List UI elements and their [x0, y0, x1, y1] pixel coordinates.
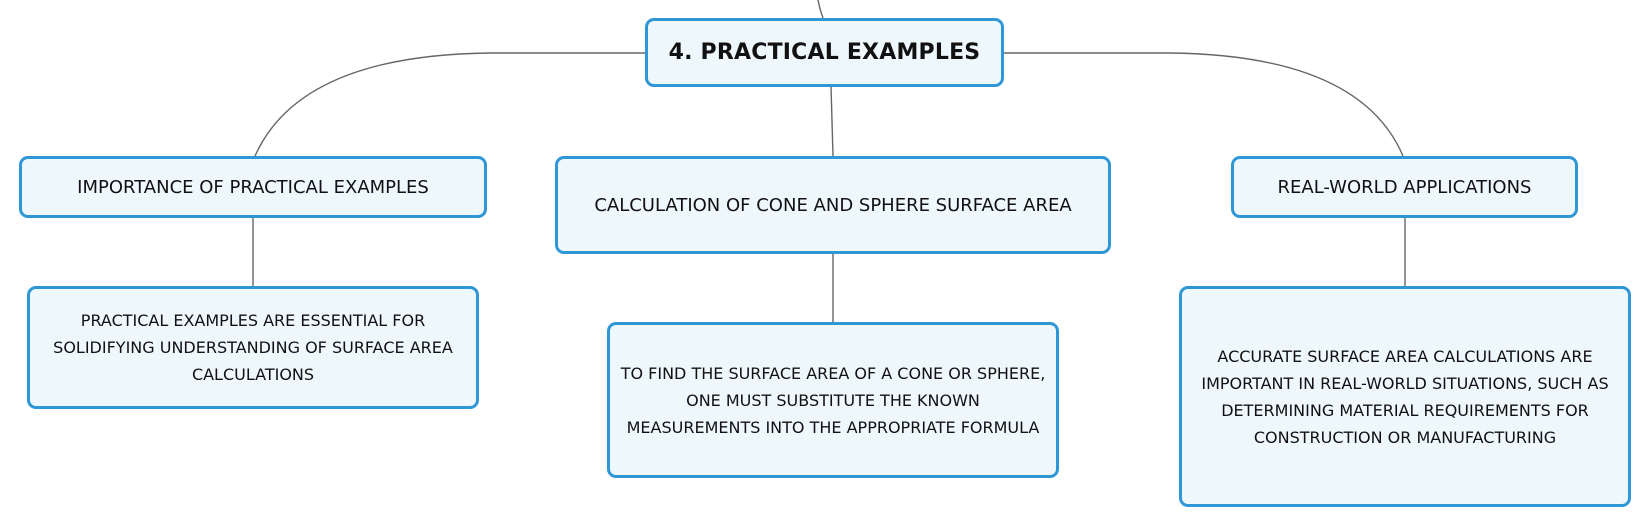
- detail-node-calculation[interactable]: [607, 322, 1059, 478]
- connector-root-to-branch-1: [255, 53, 645, 156]
- branch-node-real-world[interactable]: [1231, 156, 1578, 218]
- detail-node-text: ACCURATE SURFACE AREA CALCULATIONS ARE IMPORTANT IN REAL-WORLD SITUATIONS, SUCH AS DETERMINING MATERIAL REQUIREMENTS FOR CONSTRUCTION OR MANUFACTURING: [1201, 346, 1609, 447]
- root-node[interactable]: [645, 18, 1004, 87]
- detail-node-importance[interactable]: [27, 286, 479, 409]
- branch-node-label: CALCULATION OF CONE AND SPHERE SURFACE AREA: [594, 194, 1072, 216]
- detail-node-real-world[interactable]: [1179, 286, 1631, 507]
- branch-node-label: IMPORTANCE OF PRACTICAL EXAMPLES: [77, 176, 429, 198]
- detail-node-text: TO FIND THE SURFACE AREA OF A CONE OR SPHERE, ONE MUST SUBSTITUTE THE KNOWN MEASUREMENTS INTO THE APPROPRIATE FORMULA: [620, 363, 1046, 437]
- connector-parent-to-root: [818, 0, 823, 18]
- root-node-label: 4. PRACTICAL EXAMPLES: [668, 40, 981, 65]
- detail-node-text: PRACTICAL EXAMPLES ARE ESSENTIAL FOR SOLIDIFYING UNDERSTANDING OF SURFACE AREA CALCULATIONS: [53, 311, 453, 384]
- branch-node-importance[interactable]: [19, 156, 487, 218]
- branch-node-calculation[interactable]: [555, 156, 1111, 254]
- branch-node-label: REAL-WORLD APPLICATIONS: [1277, 176, 1532, 198]
- connector-root-to-branch-3: [1003, 53, 1403, 156]
- connector-root-to-branch-2: [831, 86, 833, 156]
